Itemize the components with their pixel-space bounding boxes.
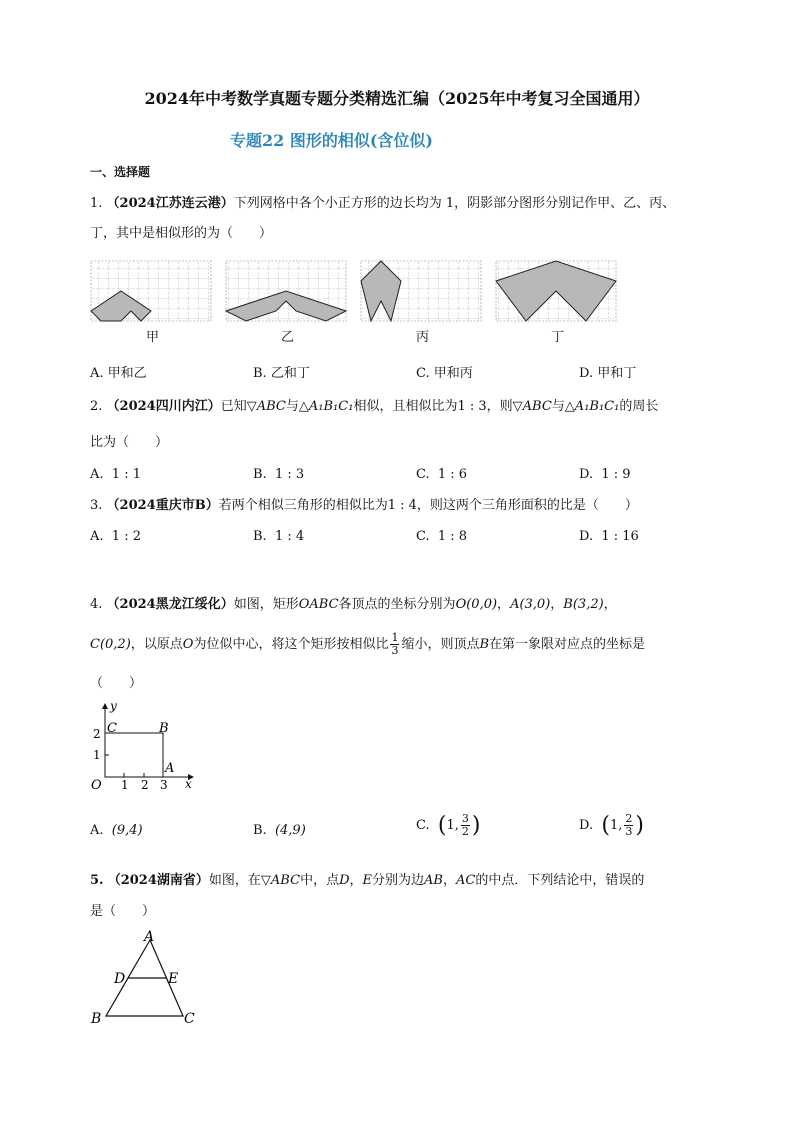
question-3: 3. （2024重庆市B）若两个相似三角形的相似比为1 : 4，则这两个三角形面积的比是（ ） [90, 498, 638, 513]
figure-label-bing: 丙 [416, 330, 430, 345]
label-A: A [144, 929, 155, 945]
option-c[interactable]: C. (1, $\frac{3}{2}$ ) [416, 812, 481, 838]
question-source: （2024重庆市B） [106, 498, 219, 513]
option-b[interactable]: B. 1 : 4 [253, 529, 305, 544]
question-source: （2024江苏连云港） [106, 196, 234, 211]
figure-label-yi: 乙 [281, 330, 295, 345]
label-D: D [114, 971, 126, 987]
question-source: （2024湖南省） [107, 873, 209, 888]
option-a[interactable]: A. (9,4) [90, 823, 143, 838]
question-number: 4. [90, 597, 103, 612]
question-4: 4. （2024黑龙江绥化）如图，矩形OABC各顶点的坐标分别为O(0,0)，A(3,0)，B(3,2)， [90, 597, 617, 612]
question-4-line3: （ ） [90, 676, 143, 691]
option-a[interactable]: A. 甲和乙 [90, 366, 147, 381]
question-1-line2: 丁，其中是相似形的为（ ） [90, 226, 273, 241]
label-O: O [91, 778, 102, 793]
question-4-line2: C(0,2)，以原点O为位似中心，将这个矩形按相似比 $\frac{1}{3}$ 缩小，则顶点B在第一象限对应点的坐标是 [90, 631, 646, 657]
figure-bing [361, 261, 481, 321]
fraction-one-third: $\frac{1}{3}$ [391, 631, 399, 657]
q4-coordinate-figure [88, 700, 198, 795]
option-b[interactable]: B. 乙和丁 [253, 366, 310, 381]
label-C: C [107, 721, 117, 736]
y-axis-arrow [102, 703, 108, 709]
question-number: 3. [90, 498, 103, 513]
section-heading: 一、选择题 [90, 165, 151, 179]
tick-x2: 2 [141, 778, 149, 792]
question-2: 2. （2024四川内江）已知▽ABC与△A₁B₁C₁相似，且相似比为1 : 3，则▽ABC与△A₁B₁C₁的周长 [90, 399, 659, 414]
q5-triangle-figure [88, 928, 208, 1028]
label-B: B [91, 1011, 102, 1027]
question-source: （2024黑龙江绥化） [106, 597, 234, 612]
option-d[interactable]: D. 1 : 16 [579, 529, 639, 544]
option-d[interactable]: D. (1, $\frac{2}{3}$ ) [579, 812, 644, 838]
question-number: 2. [90, 399, 103, 414]
figure-ding [496, 261, 616, 321]
question-source: （2024四川内江） [106, 399, 221, 414]
option-a[interactable]: A. 1 : 2 [90, 529, 141, 544]
label-A: A [165, 761, 175, 776]
tick-x3: 3 [160, 778, 168, 792]
tick-y1: 1 [93, 748, 101, 762]
question-number: 5. [90, 873, 104, 888]
question-2-line2: 比为（ ） [90, 435, 169, 450]
label-E: E [168, 971, 179, 987]
question-number: 1. [90, 196, 103, 211]
option-c[interactable]: C. 1 : 8 [416, 529, 468, 544]
rectangle-oabc [105, 733, 163, 777]
figure-jia [91, 261, 211, 321]
label-B: B [159, 721, 169, 736]
tick-x1: 1 [121, 778, 129, 792]
label-C: C [184, 1011, 195, 1027]
option-b[interactable]: B. (4,9) [253, 823, 306, 838]
option-d[interactable]: D. 1 : 9 [579, 467, 631, 482]
figure-label-ding: 丁 [551, 330, 565, 345]
figure-label-jia: 甲 [146, 330, 160, 345]
label-x: x [185, 777, 192, 791]
question-1 [90, 193, 675, 215]
question-5-line2: 是（ ） [90, 904, 156, 919]
tick-y2: 2 [93, 727, 101, 741]
label-y: y [110, 700, 117, 713]
figure-yi [226, 261, 346, 321]
option-a[interactable]: A. 1 : 1 [90, 467, 141, 482]
option-c[interactable]: C. 1 : 6 [416, 467, 468, 482]
question-5: 5. （2024湖南省）如图，在▽ABC中，点D，E分别为边AB，AC的中点．下列结论中，错误的 [90, 873, 645, 888]
option-b[interactable]: B. 1 : 3 [253, 467, 305, 482]
question-text: 下列网格中各个小正方形的边长均为 1，阴影部分图形分别记作甲、乙、丙、 [233, 196, 676, 211]
topic-title: 专题22 图形的相似(含位似) [230, 131, 433, 150]
q1-grid-figures [88, 258, 623, 328]
option-c[interactable]: C. 甲和丙 [416, 366, 473, 381]
option-d[interactable]: D. 甲和丁 [579, 366, 637, 381]
document-title: 2024年中考数学真题专题分类精选汇编（2025年中考复习全国通用） [144, 89, 650, 108]
